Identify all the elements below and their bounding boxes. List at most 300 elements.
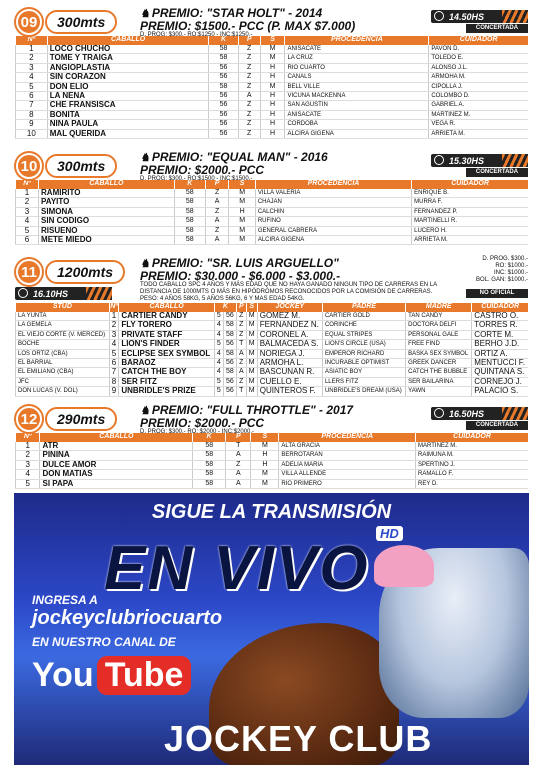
table-cell: RAIMUNA M. — [416, 451, 528, 460]
table-cell: ARRIETA M. — [429, 129, 528, 138]
table-cell: 5 — [16, 226, 39, 235]
race-number: 12 — [16, 406, 42, 432]
table-cell: 5 — [214, 387, 223, 396]
table-cell: Z — [236, 312, 246, 321]
table-cell: 56 — [223, 387, 236, 396]
side-line: INC: $1000.- — [493, 270, 528, 276]
table-cell: 7 — [16, 101, 48, 110]
table-cell: H — [251, 451, 279, 460]
race-header — [0, 403, 542, 433]
table-header-row — [16, 303, 529, 312]
table-cell: VICUÑA MACKENNA — [285, 92, 429, 101]
table-cell: A — [226, 479, 251, 488]
table-cell: SI PAPA — [40, 479, 193, 488]
horse-icon: ♞ — [140, 258, 150, 270]
race-time — [431, 10, 528, 23]
table-cell: 56 — [209, 129, 238, 138]
table-row — [16, 189, 529, 198]
table-cell: M — [251, 479, 279, 488]
table-cell: MAL QUERIDA — [47, 129, 209, 138]
table-cell: 1 — [109, 312, 119, 321]
table-cell: EQUAL STRIPES — [322, 330, 405, 339]
table-cell: DON MATIAS — [40, 470, 193, 479]
table-cell: LLERS FITZ — [322, 377, 405, 386]
entries-table — [15, 433, 528, 489]
table-row — [16, 236, 529, 245]
table-cell: CATCH THE BUBBLE — [406, 368, 472, 377]
table-cell: A — [226, 470, 251, 479]
table-row — [16, 451, 529, 460]
table-cell: 56 — [223, 312, 236, 321]
race-premio — [140, 151, 328, 183]
table-cell: M — [260, 45, 285, 54]
column-header: P — [205, 180, 229, 189]
table-cell: 4 — [109, 340, 119, 349]
table-cell: BALMACEDA S. — [257, 340, 322, 349]
column-header: CABALLO — [40, 433, 193, 442]
table-cell: FERNANDEZ N. — [257, 321, 322, 330]
table-cell: 5 — [214, 312, 223, 321]
table-cell: CALCHIN — [255, 207, 411, 216]
race-time-text: 14.50HS — [449, 11, 485, 22]
table-row — [16, 120, 529, 129]
youtube-logo[interactable] — [32, 651, 191, 699]
table-cell: VEGA R. — [429, 120, 528, 129]
table-cell: SER FITZ — [119, 377, 215, 386]
table-cell: RIO PRIMERO — [279, 479, 416, 488]
table-cell: CATCH THE BOY — [119, 368, 215, 377]
table-row — [16, 442, 529, 451]
race-time — [15, 287, 112, 300]
table-cell: M — [229, 226, 255, 235]
table-cell: 6 — [109, 359, 119, 368]
table-cell: 4 — [16, 470, 40, 479]
table-cell: ALONSO J.L. — [429, 63, 528, 72]
table-cell: UNBRIDLE'S PRIZE — [119, 387, 215, 396]
table-cell: METE MIEDO — [39, 236, 175, 245]
table-cell: Z — [238, 110, 260, 119]
table-cell: M — [251, 470, 279, 479]
table-cell: GENERAL CABRERA — [255, 226, 411, 235]
table-row — [16, 198, 529, 207]
race-status: CONCERTADA — [466, 168, 528, 177]
table-cell: ARMOHA M. — [429, 73, 528, 82]
table-cell: 58 — [223, 349, 236, 358]
table-cell: H — [260, 101, 285, 110]
table-cell: 9 — [16, 120, 48, 129]
race-peso: PESO: 4 AÑOS 58KG, 5 AÑOS 56KG, 6 Y MAS EDAD 54KG. — [140, 296, 305, 302]
table-cell: BARAOZ — [119, 359, 215, 368]
table-cell: 56 — [209, 110, 238, 119]
table-cell: ANISACATE — [285, 110, 429, 119]
table-cell: CUELLO E. — [257, 377, 322, 386]
table-cell: M — [229, 189, 255, 198]
table-cell: SIMONA — [39, 207, 175, 216]
table-cell: M — [251, 442, 279, 451]
table-cell: CORINCHE — [322, 321, 405, 330]
race-header — [0, 6, 542, 36]
table-cell: RISUEÑO — [39, 226, 175, 235]
table-cell: MENTUCCI F. — [472, 359, 528, 368]
column-header: CUIDADOR — [416, 433, 528, 442]
table-cell: PAYITO — [39, 198, 175, 207]
table-cell: H — [251, 460, 279, 469]
table-cell: SER BAILARINA — [406, 377, 472, 386]
table-cell: GABRIEL A. — [429, 101, 528, 110]
table-cell: GREEK DANCER — [406, 359, 472, 368]
table-cell: 56 — [223, 359, 236, 368]
column-header: S — [260, 36, 285, 45]
table-cell: ORTIZ A. — [472, 349, 528, 358]
table-cell: 58 — [174, 217, 205, 226]
table-cell: H — [260, 110, 285, 119]
table-cell: M — [229, 217, 255, 226]
table-cell: 3 — [16, 63, 48, 72]
premio-title: PREMIO: "STAR HOLT" - 2014 — [151, 6, 323, 20]
table-cell: FREE FIND — [406, 340, 472, 349]
table-cell: 58 — [223, 321, 236, 330]
table-row — [16, 321, 529, 330]
column-header: CUIDADOR — [412, 180, 528, 189]
table-cell: CORNEJO J. — [472, 377, 528, 386]
table-cell: M — [246, 387, 257, 396]
table-row — [16, 470, 529, 479]
table-cell: 5 — [16, 82, 48, 91]
side-line: BOL. GAN: $1000.- — [475, 277, 528, 283]
clock-icon — [434, 155, 444, 165]
race-conditions: TODO CABALLO SPC 4 AÑOS Y MÁS EDAD QUE NO HAYA GANADO NINGUN TIPO DE CARRERAS EN LA DISTANCIA DE 1000MTS O MÁS EN HIPÓDROMOS RECONOCIDOS POR LA COMISIÓN DE CARRERAS. — [140, 282, 437, 295]
table-cell: CIPOLLA J. — [429, 82, 528, 91]
race-side-info — [476, 256, 528, 284]
table-cell: BELL VILLE — [285, 82, 429, 91]
table-cell: 58 — [209, 82, 238, 91]
column-header: P — [238, 36, 260, 45]
table-cell: QUINTEROS F. — [257, 387, 322, 396]
stripe-decoration — [86, 287, 112, 300]
table-cell: EMPEROR RICHARD — [322, 349, 405, 358]
race-status: CONCERTADA — [466, 24, 528, 33]
table-row — [16, 330, 529, 339]
column-header: CUIDADOR — [429, 36, 528, 45]
table-cell: ADELIA MARIA — [279, 460, 416, 469]
table-cell: PRIVATE STAFF — [119, 330, 215, 339]
table-cell: M — [229, 236, 255, 245]
table-cell: MARTINEZ M. — [429, 110, 528, 119]
table-cell: CHAJAN — [255, 198, 411, 207]
entries-table — [15, 303, 528, 397]
clock-icon — [434, 11, 444, 21]
column-header: P — [236, 303, 246, 312]
table-cell: LOS ORTIZ (CBA) — [16, 349, 110, 358]
table-cell: BERHO J.D. — [472, 340, 528, 349]
table-cell: 3 — [16, 460, 40, 469]
table-cell: ECLIPSE SEX SYMBOL — [119, 349, 215, 358]
table-row — [16, 54, 529, 63]
table-cell: 58 — [174, 189, 205, 198]
table-cell: 2 — [109, 321, 119, 330]
table-cell: T — [226, 442, 251, 451]
table-cell: Z — [236, 377, 246, 386]
table-cell: Z — [238, 120, 260, 129]
table-cell: 2 — [16, 451, 40, 460]
youtube-you: You — [32, 655, 94, 694]
table-cell: M — [246, 377, 257, 386]
table-cell: 58 — [174, 236, 205, 245]
table-cell: A — [236, 349, 246, 358]
column-header: Nº — [16, 433, 40, 442]
table-cell: 58 — [223, 368, 236, 377]
table-cell: 56 — [209, 73, 238, 82]
table-row — [16, 63, 529, 72]
column-header: CABALLO — [39, 180, 175, 189]
side-line: D. PROG. $300.- — [482, 256, 528, 262]
youtube-tube: Tube — [97, 656, 192, 695]
table-row — [16, 217, 529, 226]
table-cell: Z — [226, 460, 251, 469]
stripe-decoration — [502, 10, 528, 23]
table-cell: 10 — [16, 129, 48, 138]
column-header: K — [209, 36, 238, 45]
table-cell: BERROTARAN — [279, 451, 416, 460]
table-cell: 8 — [16, 110, 48, 119]
table-cell: ENRIQUE B. — [412, 189, 528, 198]
table-cell: ALCIRA GIGENA — [255, 236, 411, 245]
table-cell: TOME Y TRAIGA — [47, 54, 209, 63]
column-header: Nº — [110, 303, 118, 311]
table-cell: 5 — [16, 479, 40, 488]
premio-prize: PREMIO: $2000.- PCC — [140, 163, 265, 177]
column-header: CABALLO — [47, 36, 209, 45]
table-cell: ANGIOPLASTIA — [47, 63, 209, 72]
table-cell: 58 — [209, 54, 238, 63]
premio-prize: PREMIO: $1500.- PCC (P. MAX $7.000) — [140, 19, 356, 33]
table-cell: LUCERO H. — [412, 226, 528, 235]
table-cell: 1 — [16, 442, 40, 451]
table-cell: TOLEDO E. — [429, 54, 528, 63]
table-cell: Z — [238, 54, 260, 63]
column-header: CUIDADOR — [472, 303, 528, 312]
table-cell: VILLA VALERIA — [255, 189, 411, 198]
table-cell: INCURABLE OPTIMIST — [322, 359, 405, 368]
table-cell: FLY TORERO — [119, 321, 215, 330]
table-cell: 3 — [16, 207, 39, 216]
table-cell: 2 — [16, 54, 48, 63]
table-cell: DON LUCAS (V. DOL) — [16, 387, 110, 396]
table-cell: CORDOBA — [285, 120, 429, 129]
race-premio — [140, 257, 440, 303]
table-cell: H — [260, 129, 285, 138]
hd-badge: HD — [376, 526, 403, 541]
table-cell: 2 — [16, 198, 39, 207]
table-cell: ASIATIC BOY — [322, 368, 405, 377]
table-row — [16, 82, 529, 91]
table-cell: MARTINELLI R. — [412, 217, 528, 226]
table-cell: ALTA GRACIA — [279, 442, 416, 451]
table-cell: 5 — [109, 349, 119, 358]
race-time — [431, 407, 528, 420]
table-cell: UNBRIDLE'S DREAM (USA) — [322, 387, 405, 396]
column-header: PROCEDENCIA — [255, 180, 411, 189]
table-cell: CHE FRANSISCA — [47, 101, 209, 110]
race-section — [0, 256, 542, 397]
table-cell: PAVON D. — [429, 45, 528, 54]
table-cell: REY D. — [416, 479, 528, 488]
column-header: Nº — [16, 180, 39, 189]
column-header: S — [246, 303, 257, 312]
table-row — [16, 368, 529, 377]
column-header: K — [214, 303, 236, 312]
table-cell: A — [238, 92, 260, 101]
table-cell: ARMOHA L. — [257, 359, 322, 368]
entries-table — [15, 180, 528, 245]
side-line: RO: $1000.- — [495, 263, 528, 269]
table-cell: H — [260, 73, 285, 82]
table-cell: 3 — [109, 330, 119, 339]
table-cell: M — [260, 82, 285, 91]
race-distance: 300mts — [45, 154, 117, 178]
premio-title: PREMIO: "EQUAL MAN" - 2016 — [151, 150, 328, 164]
race-premio — [140, 7, 355, 39]
table-cell: Z — [236, 330, 246, 339]
table-cell: SAN AGUSTIN — [285, 101, 429, 110]
table-cell: 58 — [193, 470, 226, 479]
table-cell: NORIEGA J. — [257, 349, 322, 358]
table-cell: Z — [205, 226, 229, 235]
column-header: PROCEDENCIA — [279, 433, 416, 442]
table-cell: ARRIETA M. — [412, 236, 528, 245]
table-cell: LION'S FINDER — [119, 340, 215, 349]
table-cell: M — [246, 359, 257, 368]
table-cell: 9 — [109, 387, 119, 396]
clock-icon — [434, 408, 444, 418]
table-cell: 58 — [174, 207, 205, 216]
horse-icon: ♞ — [140, 8, 150, 20]
race-time-text: 16.10HS — [33, 288, 69, 299]
race-status: NO OFICIAL — [466, 289, 528, 298]
table-cell: PALACIO S. — [472, 387, 528, 396]
table-cell: EL BARRIAL — [16, 359, 110, 368]
premio-title: PREMIO: "SR. LUIS ARGUELLO" — [151, 256, 339, 270]
table-cell: 6 — [16, 92, 48, 101]
premio-sub: D. PROG: $300.- RO:$1250 - INC:$1250.- — [140, 32, 253, 38]
race-premio — [140, 404, 353, 436]
table-cell: RIO CUARTO — [285, 63, 429, 72]
table-cell: 7 — [109, 368, 119, 377]
table-cell: COLOMBO D. — [429, 92, 528, 101]
table-cell: M — [246, 340, 257, 349]
race-number: 10 — [16, 153, 42, 179]
table-cell: Z — [238, 129, 260, 138]
table-row — [16, 359, 529, 368]
table-cell: YAWN — [406, 387, 472, 396]
column-header: Nº — [16, 36, 48, 45]
entries-table — [15, 36, 528, 139]
table-cell: 4 — [214, 330, 223, 339]
table-cell: DULCE AMOR — [40, 460, 193, 469]
race-distance: 300mts — [45, 10, 117, 34]
race-section — [0, 403, 542, 489]
banner-url[interactable]: jockeyclubriocuarto — [32, 607, 223, 629]
banner-headline: SIGUE LA TRANSMISIÓN — [151, 501, 392, 523]
table-cell: BONITA — [47, 110, 209, 119]
premio-title: PREMIO: "FULL THROTTLE" - 2017 — [151, 403, 354, 417]
table-cell: 5 — [214, 377, 223, 386]
column-header: K — [174, 180, 205, 189]
table-cell: 56 — [223, 340, 236, 349]
race-status: CONCERTADA — [466, 421, 528, 430]
table-cell: Z — [238, 82, 260, 91]
table-cell: EL VIEJO CORTE (V. MERCED) — [16, 330, 110, 339]
table-cell: 58 — [193, 460, 226, 469]
table-cell: Z — [205, 189, 229, 198]
column-header: CABALLO — [119, 303, 215, 312]
table-cell: LA YUNTA — [16, 312, 110, 321]
table-cell: 1 — [16, 189, 39, 198]
table-cell: LA NENA — [47, 92, 209, 101]
table-cell: LOCO CHUCHO — [47, 45, 209, 54]
column-header: PADRE — [322, 303, 405, 312]
table-cell: 4 — [214, 368, 223, 377]
table-cell: A — [205, 217, 229, 226]
stripe-decoration — [502, 154, 528, 167]
table-cell: ANISACATE — [285, 45, 429, 54]
table-cell: A — [205, 236, 229, 245]
table-cell: Z — [238, 101, 260, 110]
race-section — [0, 150, 542, 245]
table-cell: 56 — [209, 120, 238, 129]
column-header: MADRE — [406, 303, 472, 312]
table-cell: Z — [238, 45, 260, 54]
table-cell: 56 — [209, 92, 238, 101]
table-cell: M — [246, 330, 257, 339]
race-header — [0, 256, 542, 302]
table-cell: TORRES R. — [472, 321, 528, 330]
table-cell: 4 — [16, 73, 48, 82]
table-cell: 58 — [193, 451, 226, 460]
race-time-text: 16.50HS — [449, 408, 485, 419]
table-cell: SPERTINO J. — [416, 460, 528, 469]
table-cell: Z — [205, 207, 229, 216]
table-cell: Z — [236, 359, 246, 368]
banner-en-vivo: EN VIVO — [104, 534, 370, 603]
table-cell: 58 — [193, 442, 226, 451]
table-cell: JFC — [16, 377, 110, 386]
table-cell: CARTIER GOLD — [322, 312, 405, 321]
table-cell: M — [246, 321, 257, 330]
table-row — [16, 45, 529, 54]
table-cell: NIÑA PAULA — [47, 120, 209, 129]
premio-sub: D. PROG: $300.- RO:$1500 - INC:$1500.- — [140, 176, 253, 182]
table-row — [16, 312, 529, 321]
stripe-decoration — [502, 407, 528, 420]
table-cell: 56 — [223, 377, 236, 386]
premio-prize: PREMIO: $2000.- PCC — [140, 416, 265, 430]
table-cell: 8 — [109, 377, 119, 386]
table-cell: BOCHE — [16, 340, 110, 349]
jockey-club-title: JOCKEY CLUB — [164, 718, 433, 759]
table-cell: CANALS — [285, 73, 429, 82]
table-cell: M — [260, 54, 285, 63]
table-cell: H — [260, 92, 285, 101]
table-cell: 56 — [209, 101, 238, 110]
table-row — [16, 377, 529, 386]
table-cell: 4 — [214, 321, 223, 330]
table-cell: CORTE M. — [472, 330, 528, 339]
table-row — [16, 73, 529, 82]
table-cell: CASTRO O. — [472, 312, 528, 321]
table-cell: A — [226, 451, 251, 460]
table-cell: 4 — [16, 217, 39, 226]
